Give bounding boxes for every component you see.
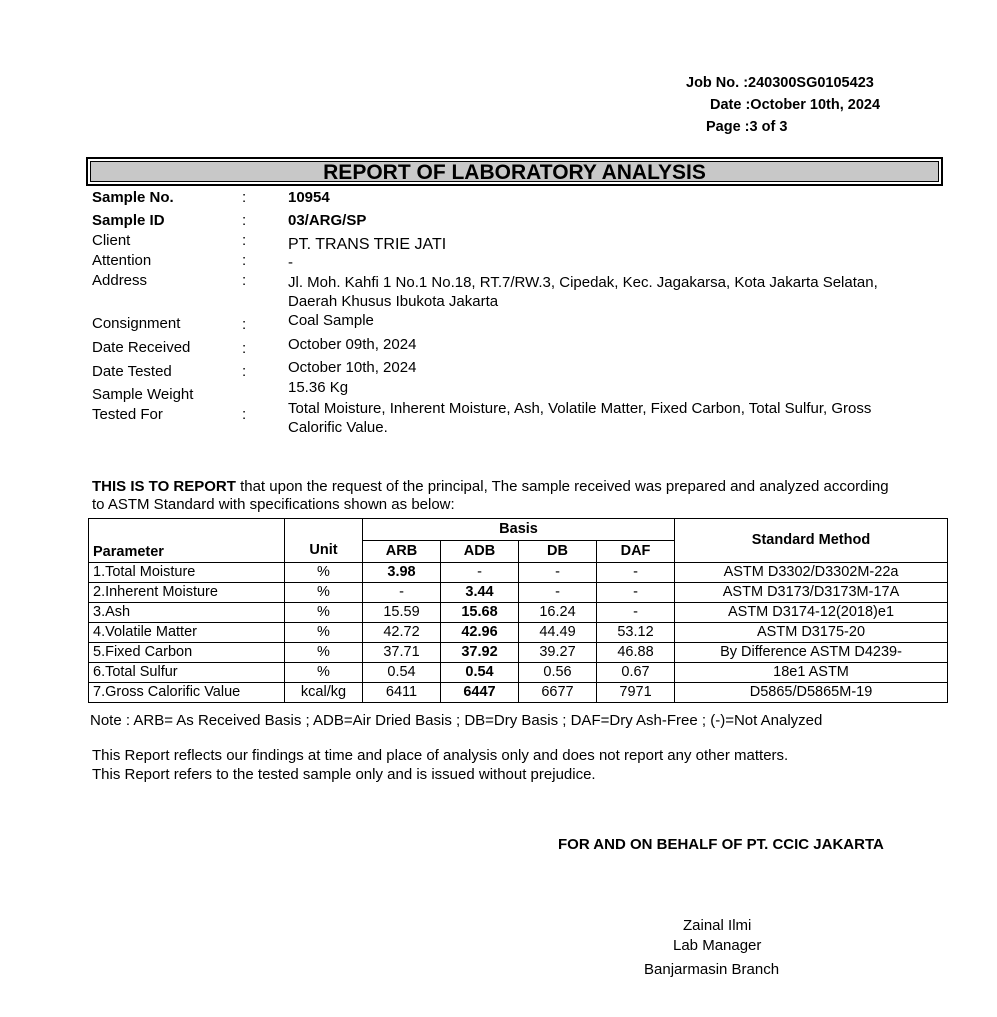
- header-arb: ARB: [363, 541, 441, 563]
- client-value: PT. TRANS TRIE JATI: [288, 236, 447, 253]
- colon: :: [242, 272, 247, 289]
- colon: :: [242, 232, 247, 249]
- consignment-label: Consignment: [92, 315, 181, 332]
- colon: :: [242, 252, 247, 269]
- tested-for-label: Tested For: [92, 406, 163, 423]
- header-basis: Basis: [363, 519, 675, 541]
- report-title: REPORT OF LABORATORY ANALYSIS: [90, 161, 939, 182]
- row-arb: 6411: [363, 683, 441, 703]
- colon: :: [242, 363, 247, 380]
- colon: :: [242, 406, 247, 423]
- intro-text: that upon the request of the principal, The sample received was prepared and analyzed according to ASTM Standard with specifications shown as below:: [92, 478, 889, 513]
- job-number-value: 240300SG0105423: [748, 75, 874, 91]
- on-behalf-of: FOR AND ON BEHALF OF PT. CCIC JAKARTA: [558, 836, 884, 853]
- sample-id-value: 03/ARG/SP: [288, 212, 367, 229]
- table-row: [89, 683, 948, 703]
- row-parameter: 7.Gross Calorific Value: [89, 683, 285, 703]
- row-db: 0.56: [519, 663, 597, 683]
- legend-note: Note : ARB= As Received Basis ; ADB=Air Dried Basis ; DB=Dry Basis ; DAF=Dry Ash-Free ; (-)=Not Analyzed: [90, 712, 823, 729]
- row-adb: 3.44: [441, 583, 519, 603]
- row-parameter: 6.Total Sulfur: [89, 663, 285, 683]
- sample-id-label: Sample ID: [92, 212, 165, 229]
- table-row: [89, 583, 948, 603]
- table-row: [89, 663, 948, 683]
- row-arb: 3.98: [363, 563, 441, 583]
- date-received-value: October 09th, 2024: [288, 336, 417, 353]
- attention-label: Attention: [92, 252, 152, 269]
- colon: :: [242, 212, 247, 229]
- date-received-label: Date Received: [92, 339, 191, 356]
- client-label: Client: [92, 232, 131, 249]
- row-method: ASTM D3173/D3173M-17A: [675, 583, 948, 603]
- report-date-value: October 10th, 2024: [750, 97, 881, 113]
- row-adb: 42.96: [441, 623, 519, 643]
- row-adb: 0.54: [441, 663, 519, 683]
- row-parameter: 2.Inherent Moisture: [89, 583, 285, 603]
- page-number-label: Page :: [706, 119, 750, 135]
- row-db: -: [519, 563, 597, 583]
- job-number-label: Job No. :: [686, 75, 749, 91]
- row-arb: 15.59: [363, 603, 441, 623]
- table-header-row: [89, 519, 948, 541]
- row-arb: 37.71: [363, 643, 441, 663]
- job-number: [686, 75, 874, 91]
- page-number: [706, 119, 787, 135]
- report-date: [710, 97, 880, 113]
- consignment-value: Coal Sample: [288, 312, 374, 329]
- signatory-name: Zainal Ilmi: [683, 917, 752, 934]
- row-db: 44.49: [519, 623, 597, 643]
- row-parameter: 1.Total Moisture: [89, 563, 285, 583]
- row-daf: 46.88: [597, 643, 675, 663]
- row-adb: 37.92: [441, 643, 519, 663]
- signatory-position: Lab Manager: [673, 937, 762, 954]
- row-adb: -: [441, 563, 519, 583]
- row-unit: %: [285, 663, 363, 683]
- row-unit: %: [285, 603, 363, 623]
- intro-bold: THIS IS TO REPORT: [92, 478, 236, 495]
- row-daf: 53.12: [597, 623, 675, 643]
- table-row: [89, 603, 948, 623]
- row-daf: 0.67: [597, 663, 675, 683]
- colon: :: [242, 316, 247, 333]
- report-date-label: Date :: [710, 97, 751, 113]
- row-unit: %: [285, 563, 363, 583]
- row-daf: -: [597, 603, 675, 623]
- table-row: [89, 563, 948, 583]
- header-daf: DAF: [597, 541, 675, 563]
- disclaimer-line-2: This Report refers to the tested sample only and is issued without prejudice.: [92, 766, 596, 783]
- address-label: Address: [92, 272, 148, 289]
- row-daf: 7971: [597, 683, 675, 703]
- row-method: By Difference ASTM D4239-: [675, 643, 948, 663]
- row-method: ASTM D3302/D3302M-22a: [675, 563, 948, 583]
- row-unit: %: [285, 583, 363, 603]
- disclaimer-line-1: This Report reflects our findings at time and place of analysis only and does not report any other matters.: [92, 747, 789, 764]
- header-unit: Unit: [285, 519, 363, 563]
- intro-paragraph: [92, 478, 892, 514]
- row-method: ASTM D3174-12(2018)e1: [675, 603, 948, 623]
- date-tested-value: October 10th, 2024: [288, 359, 417, 376]
- row-unit: %: [285, 623, 363, 643]
- sample-no-value: 10954: [288, 189, 330, 206]
- header-standard-method: Standard Method: [675, 519, 948, 563]
- tested-for-value: Total Moisture, Inherent Moisture, Ash, Volatile Matter, Fixed Carbon, Total Sulfur, Gross Calorific Value.: [288, 400, 872, 436]
- row-db: 39.27: [519, 643, 597, 663]
- row-parameter: 3.Ash: [89, 603, 285, 623]
- results-table: [88, 518, 948, 703]
- sample-weight-value: 15.36 Kg: [288, 379, 349, 396]
- row-arb: 42.72: [363, 623, 441, 643]
- row-db: 16.24: [519, 603, 597, 623]
- row-db: 6677: [519, 683, 597, 703]
- row-daf: -: [597, 563, 675, 583]
- header-parameter: Parameter: [89, 519, 285, 563]
- row-db: -: [519, 583, 597, 603]
- row-unit: %: [285, 643, 363, 663]
- sample-no-label: Sample No.: [92, 189, 174, 206]
- header-adb: ADB: [441, 541, 519, 563]
- row-method: 18e1 ASTM: [675, 663, 948, 683]
- row-unit: kcal/kg: [285, 683, 363, 703]
- row-adb: 15.68: [441, 603, 519, 623]
- table-row: [89, 623, 948, 643]
- row-arb: 0.54: [363, 663, 441, 683]
- address-value: Jl. Moh. Kahfi 1 No.1 No.18, RT.7/RW.3, Cipedak, Kec. Jagakarsa, Kota Jakarta Selatan, Daerah Khusus Ibukota Jakarta: [288, 274, 878, 310]
- date-tested-label: Date Tested: [92, 363, 172, 380]
- table-row: [89, 643, 948, 663]
- report-title-bar: [86, 157, 943, 186]
- attention-value: -: [288, 254, 293, 271]
- header-db: DB: [519, 541, 597, 563]
- row-parameter: 5.Fixed Carbon: [89, 643, 285, 663]
- page-number-value: 3 of 3: [749, 119, 788, 135]
- row-arb: -: [363, 583, 441, 603]
- row-adb: 6447: [441, 683, 519, 703]
- signatory-branch: Banjarmasin Branch: [644, 961, 780, 978]
- row-method: ASTM D3175-20: [675, 623, 948, 643]
- sample-weight-label: Sample Weight: [92, 386, 194, 403]
- colon: :: [242, 340, 247, 357]
- colon: :: [242, 189, 247, 206]
- row-daf: -: [597, 583, 675, 603]
- row-parameter: 4.Volatile Matter: [89, 623, 285, 643]
- row-method: D5865/D5865M-19: [675, 683, 948, 703]
